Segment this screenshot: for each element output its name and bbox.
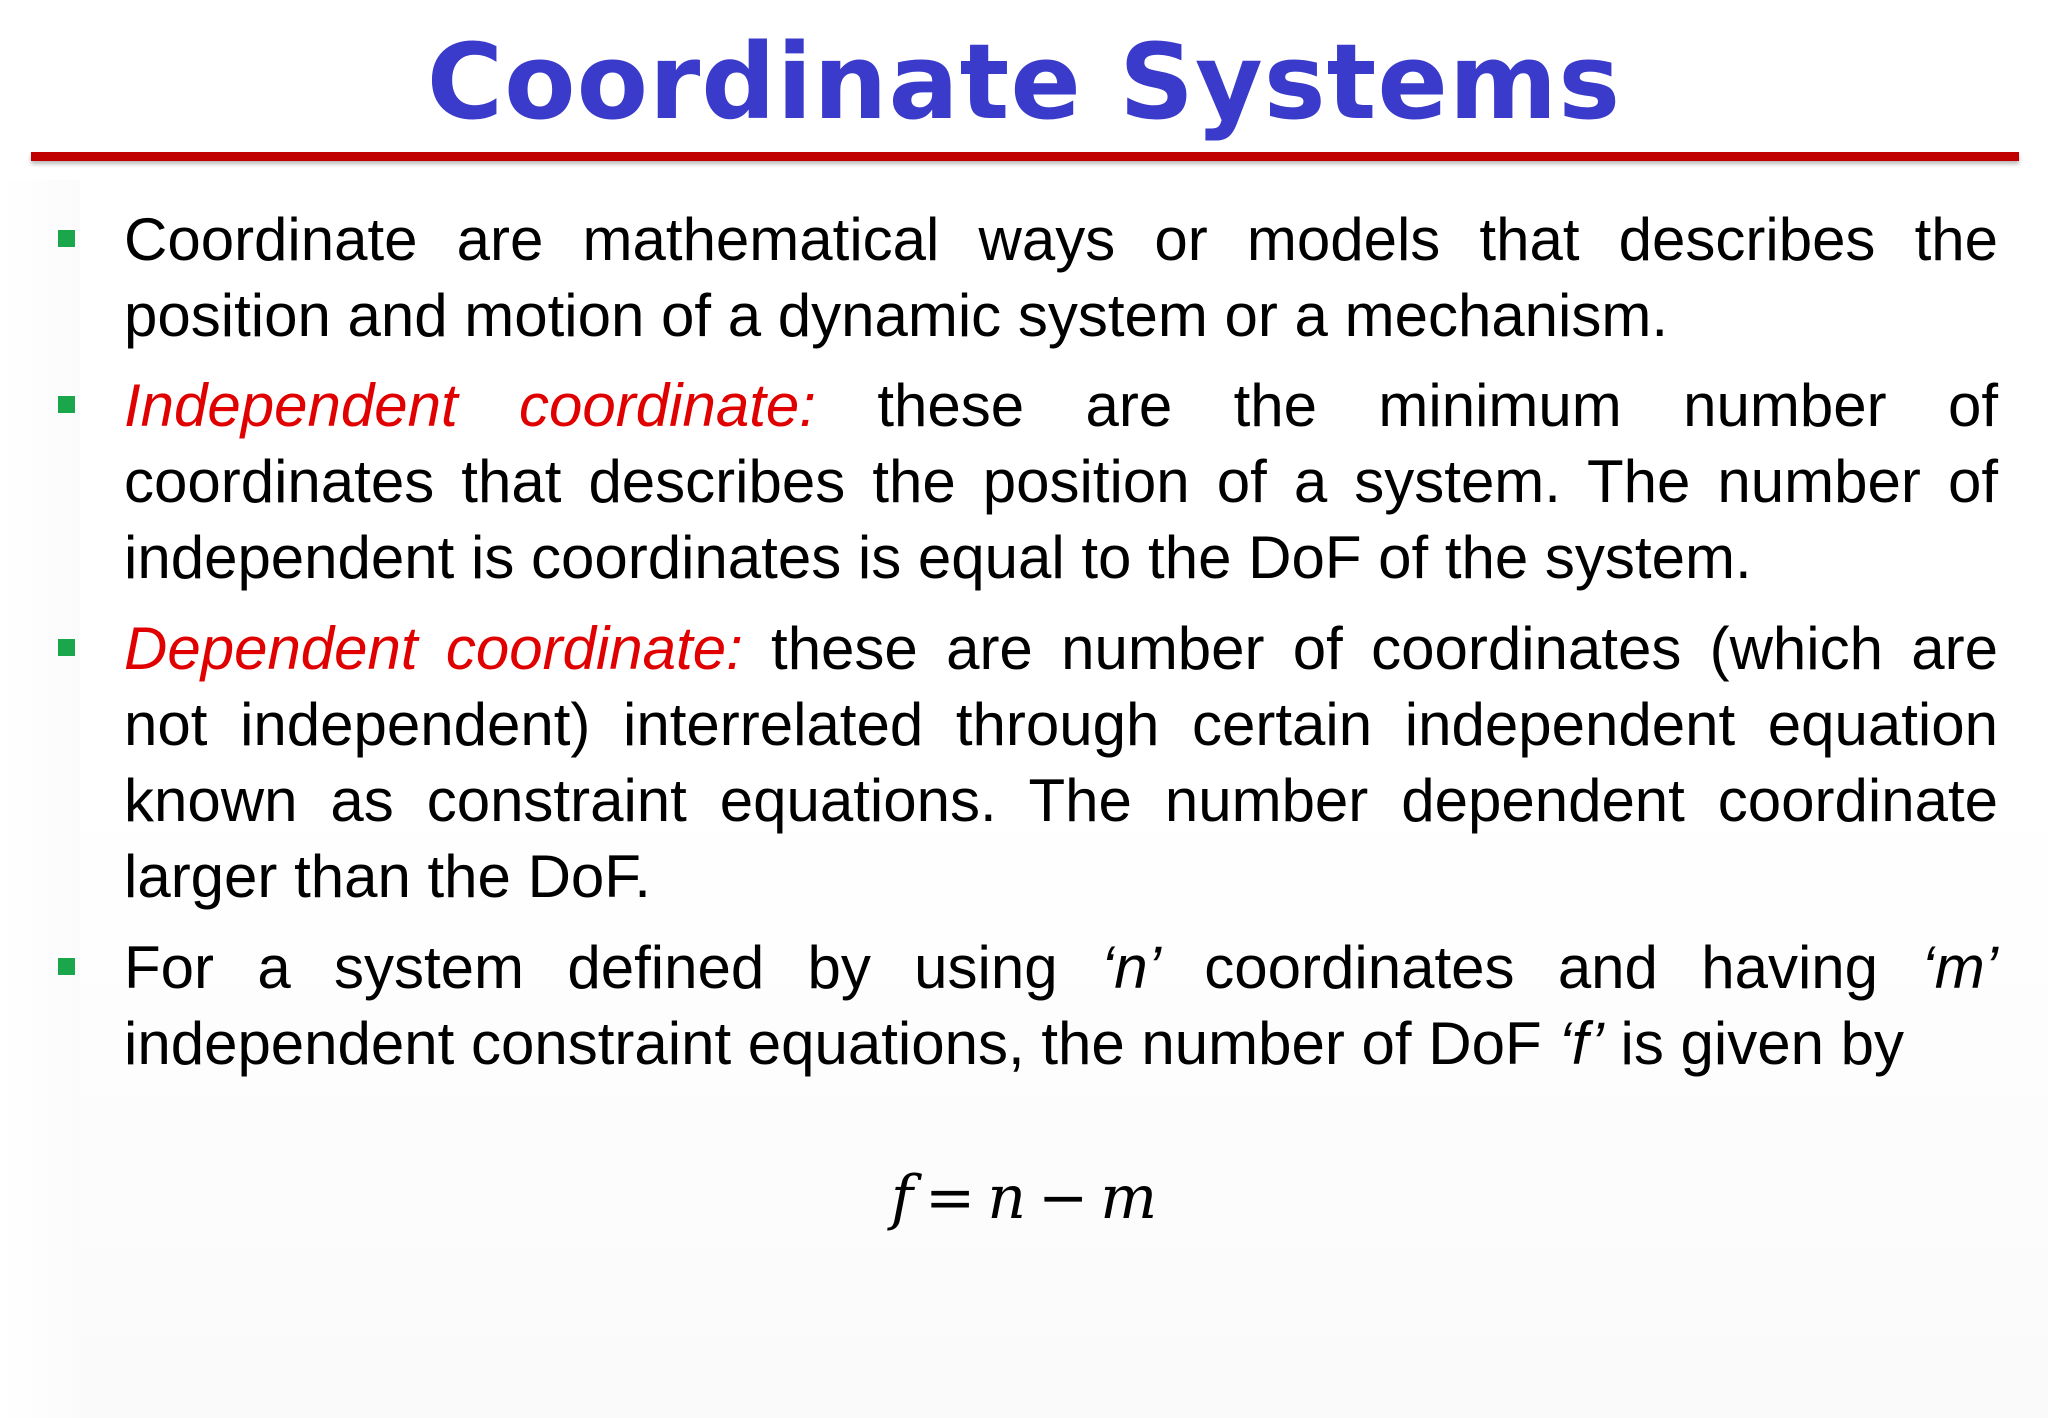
bullet-text: these are number of coordinates (which are not independent) interrelated through certain independent equation known as constraint equations. The number dependent coordinate larger than the DoF. (124, 615, 1998, 910)
variable-f: ‘f’ (1558, 1010, 1604, 1077)
bullet-item-dependent-coordinate (124, 611, 1998, 915)
dof-equation (0, 1158, 2048, 1238)
bullet-marker-icon (58, 230, 75, 247)
bullet-text-part: is given by (1603, 1010, 1904, 1077)
bullet-marker-icon (58, 396, 75, 413)
slide-title: Coordinate Systems (426, 21, 1622, 143)
bullet-item-dof-formula (124, 930, 1998, 1082)
bullet-text: Coordinate are mathematical ways or models that describes the position and motion of a dynamic system or a mechanism. (124, 206, 1998, 349)
term-dependent-coordinate: Dependent coordinate: (124, 615, 743, 682)
term-independent-coordinate: Independent coordinate: (124, 372, 816, 439)
equation-n: n (987, 1163, 1026, 1233)
bullet-marker-icon (58, 958, 75, 975)
equation-equals: = (925, 1163, 976, 1233)
bullet-text-part: For a system defined by using (124, 934, 1101, 1001)
bullet-item-definition (124, 202, 1998, 354)
bullet-text-part: independent constraint equations, the number of DoF (124, 1010, 1559, 1077)
bullet-marker-icon (58, 639, 75, 656)
equation-m: m (1100, 1163, 1158, 1233)
variable-n: ‘n’ (1100, 934, 1161, 1001)
bullet-item-independent-coordinate (124, 368, 1998, 596)
variable-m: ‘m’ (1921, 934, 1999, 1001)
equation-minus: − (1037, 1163, 1089, 1233)
bullet-text-part: coordinates and having (1160, 934, 1922, 1001)
title-underline-rule (31, 152, 2019, 161)
equation-lhs: f (890, 1163, 914, 1233)
bullet-text: these are the minimum number of coordinates that describes the position of a system. The number of independent is coordinates is equal to the DoF of the system. (124, 372, 1998, 591)
